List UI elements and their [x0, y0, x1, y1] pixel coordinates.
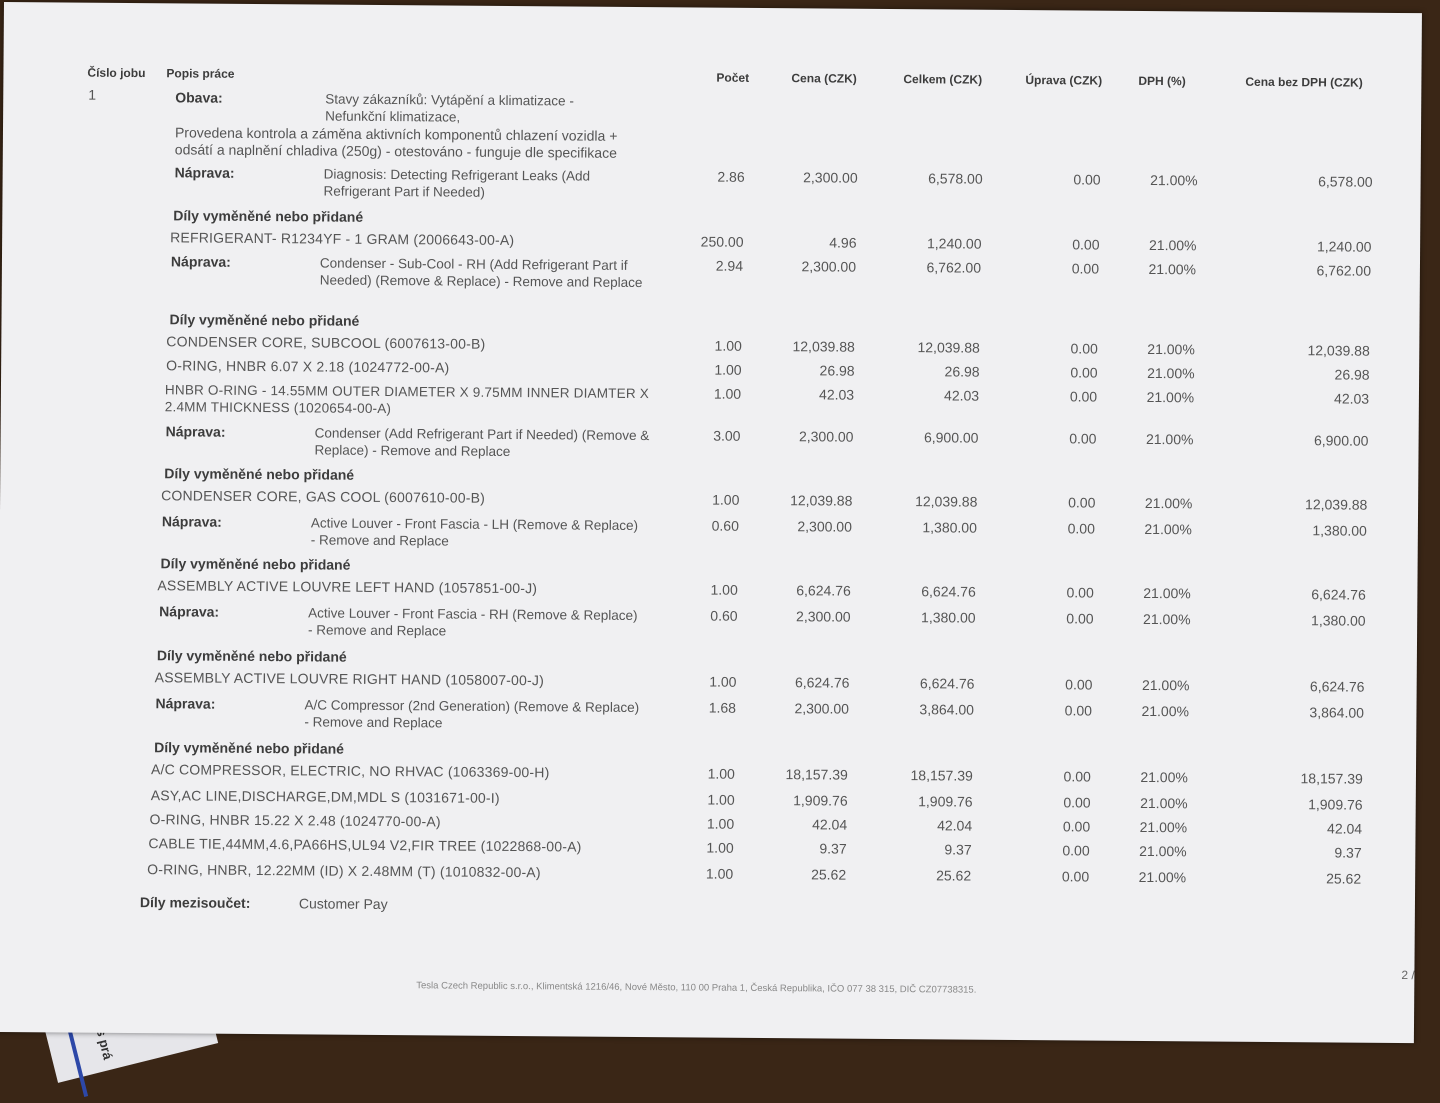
cell-price: 2,300.00: [801, 258, 857, 275]
cell-vat: 21.00%: [1140, 794, 1188, 812]
remedy-description: Active Louver - Front Fascia - RH (Remove & Replace) - Remove and Replace: [308, 605, 638, 639]
cell-total: 6,624.76: [921, 583, 976, 600]
cell-total: 1,909.76: [918, 793, 973, 810]
cell-qty: 0.60: [710, 607, 738, 624]
cell-price: 2,300.00: [803, 169, 858, 186]
cell-adj: 0.00: [1066, 610, 1094, 627]
part-description: CONDENSER CORE, GAS COOL (6007610-00-B): [161, 487, 486, 506]
part-description: O-RING, HNBR 6.07 X 2.18 (1024772-00-A): [166, 357, 450, 376]
cell-adj: 0.00: [1063, 794, 1091, 811]
cell-adj: 0.00: [1072, 236, 1100, 253]
cell-price: 42.04: [812, 816, 848, 833]
cell-price: 2,300.00: [794, 700, 850, 717]
col-header-adjust: Úprava (CZK): [1025, 73, 1103, 88]
remedy-description: Diagnosis: Detecting Refrigerant Leaks (Add Refrigerant Part if Needed): [323, 166, 591, 200]
concern-note-line1: Provedena kontrola a záměna aktivních komponentů chlazení vozidla +: [174, 124, 618, 144]
cell-vat: 21.00%: [1139, 842, 1187, 860]
cell-price: 25.62: [811, 866, 847, 883]
remedy-description: Active Louver - Front Fascia - LH (Remove & Replace) - Remove and Replace: [310, 515, 639, 549]
footer-company: Tesla Czech Republic s.r.o., Klimentská 1216/46, Nové Město, 110 00 Praha 1, Česká Republika, IČO 077 38 315, DIČ CZ07738315.: [416, 980, 977, 996]
cell-price: 2,300.00: [797, 518, 852, 535]
cell-adj: 0.00: [1071, 260, 1100, 277]
cell-vat: 21.00%: [1143, 584, 1191, 602]
cell-total: 18,157.39: [910, 767, 973, 784]
cell-vat: 21.00%: [1141, 702, 1190, 720]
cell-total: 1,240.00: [926, 235, 982, 252]
remedy-label: Náprava:: [174, 164, 235, 181]
cell-net: 1,380.00: [1312, 522, 1367, 539]
remedy-label: Náprava:: [155, 695, 216, 712]
part-description: ASY,AC LINE,DISCHARGE,DM,MDL S (1031671-00-I): [150, 787, 500, 806]
part-description: O-RING, HNBR 15.22 X 2.48 (1024770-00-A): [149, 811, 441, 830]
part-description: CONDENSER CORE, SUBCOOL (6007613-00-B): [166, 333, 486, 352]
col-header-price: Cena (CZK): [791, 71, 857, 86]
part-description: A/C COMPRESSOR, ELECTRIC, NO RHVAC (1063369-00-H): [150, 761, 550, 781]
cell-total: 26.98: [944, 363, 980, 380]
cell-qty: 1.00: [710, 581, 738, 598]
cell-net: 1,240.00: [1316, 238, 1372, 255]
cell-adj: 0.00: [1062, 818, 1091, 835]
cell-adj: 0.00: [1067, 520, 1095, 537]
cell-net: 12,039.88: [1307, 342, 1370, 359]
cell-adj: 0.00: [1062, 842, 1090, 859]
cell-vat: 21.00%: [1145, 430, 1194, 448]
cell-vat: 21.00%: [1138, 868, 1187, 886]
cell-price: 4.96: [829, 234, 857, 251]
cell-total: 12,039.88: [917, 339, 980, 356]
part-description: ASSEMBLY ACTIVE LOUVRE LEFT HAND (1057851-00-J): [157, 577, 538, 597]
col-header-vat: DPH (%): [1138, 73, 1186, 89]
cell-qty: 250.00: [700, 233, 744, 250]
job-number: 1: [88, 86, 97, 103]
col-header-qty: Počet: [716, 70, 750, 85]
col-header-total: Celkem (CZK): [903, 72, 983, 87]
cell-qty: 2.86: [717, 168, 745, 185]
remedy-description: A/C Compressor (2nd Generation) (Remove & Replace) - Remove and Replace: [304, 697, 640, 731]
cell-total: 9.37: [944, 841, 972, 858]
cell-qty: 1.00: [714, 361, 742, 378]
cell-net: 6,624.76: [1311, 586, 1366, 603]
remedy-description: Condenser - Sub-Cool - RH (Add Refrigerant Part if Needed) (Remove & Replace) - Remove and Replace: [319, 255, 643, 291]
page-number: 2 /: [1401, 968, 1415, 983]
cell-vat: 21.00%: [1139, 818, 1188, 836]
cell-adj: 0.00: [1070, 340, 1098, 357]
customer-pay: Customer Pay: [298, 895, 388, 913]
cell-qty: 1.68: [708, 699, 737, 716]
cell-total: 6,578.00: [928, 170, 983, 187]
part-description: HNBR O-RING - 14.55MM OUTER DIAMETER X 9.75MM INNER DIAMTER X 2.4MM THICKNESS (1020654-00-A): [164, 382, 650, 417]
cell-net: 26.98: [1334, 366, 1370, 383]
cell-total: 6,900.00: [923, 429, 979, 446]
cell-net: 6,900.00: [1313, 432, 1369, 449]
cell-net: 6,578.00: [1318, 173, 1373, 190]
cell-vat: 21.00%: [1147, 364, 1195, 382]
cell-qty: 2.94: [715, 257, 744, 274]
cell-qty: 1.00: [707, 765, 735, 782]
cell-net: 1,909.76: [1308, 796, 1363, 813]
col-header-job: Číslo jobu: [87, 65, 146, 81]
cell-qty: 0.60: [711, 517, 739, 534]
cell-net: 1,380.00: [1311, 612, 1366, 629]
parts-section-heading: Díly vyměněné nebo přidané: [160, 555, 351, 573]
cell-vat: 21.00%: [1140, 768, 1188, 786]
cell-price: 9.37: [819, 840, 847, 857]
cell-qty: 1.00: [714, 337, 742, 354]
cell-total: 3,864.00: [919, 701, 975, 718]
cell-net: 42.04: [1327, 820, 1363, 837]
cell-adj: 0.00: [1063, 768, 1091, 785]
cell-price: 12,039.88: [792, 338, 855, 355]
cell-qty: 1.00: [713, 385, 742, 402]
part-description: CABLE TIE,44MM,4.6,PA66HS,UL94 V2,FIR TREE (1022868-00-A): [148, 835, 582, 855]
cell-price: 1,909.76: [793, 792, 848, 809]
cell-price: 26.98: [819, 362, 855, 379]
cell-price: 42.03: [819, 386, 855, 403]
concern-note-line2: odsátí a naplnění chladiva (250g) - otestováno - funguje dle specifikace: [174, 141, 617, 161]
cell-vat: 21.00%: [1143, 610, 1191, 628]
cell-adj: 0.00: [1069, 388, 1098, 405]
concern-text: Stavy zákazníků: Vytápění a klimatizace - Nefunkční klimatizace,: [325, 91, 574, 125]
parts-section-heading: Díly vyměněné nebo přidané: [156, 647, 347, 665]
cell-price: 2,300.00: [796, 608, 851, 625]
cell-qty: 1.00: [712, 491, 740, 508]
cell-vat: 21.00%: [1147, 340, 1195, 358]
cell-total: 1,380.00: [921, 609, 976, 626]
cell-qty: 1.00: [705, 865, 734, 882]
concern-label: Obava:: [175, 89, 223, 106]
parts-section-heading: Díly vyměněné nebo přidané: [169, 311, 360, 329]
cell-vat: 21.00%: [1144, 494, 1193, 512]
cell-adj: 0.00: [1064, 702, 1093, 719]
remedy-label: Náprava:: [161, 513, 222, 530]
cell-qty: 1.00: [709, 673, 737, 690]
cell-vat: 21.00%: [1146, 388, 1195, 406]
cell-net: 6,762.00: [1316, 262, 1372, 279]
part-description: O-RING, HNBR, 12.22MM (ID) X 2.48MM (T) (1010832-00-A): [147, 861, 541, 881]
part-description: ASSEMBLY ACTIVE LOUVRE RIGHT HAND (1058007-00-J): [154, 669, 545, 689]
cell-price: 12,039.88: [790, 492, 853, 509]
cell-qty: 1.00: [706, 839, 734, 856]
cell-price: 18,157.39: [785, 766, 848, 783]
cell-vat: 21.00%: [1148, 237, 1197, 254]
cell-net: 3,864.00: [1309, 704, 1365, 721]
cell-adj: 0.00: [1070, 364, 1098, 381]
cell-total: 12,039.88: [915, 493, 978, 510]
part-description: REFRIGERANT- R1234YF - 1 GRAM (2006643-00-A): [170, 229, 515, 249]
cell-total: 25.62: [936, 867, 972, 884]
cell-vat: 21.00%: [1144, 520, 1192, 538]
cell-adj: 0.00: [1065, 676, 1093, 693]
cell-vat: 21.00%: [1150, 172, 1198, 189]
cell-total: 6,624.76: [919, 675, 975, 692]
cell-net: 6,624.76: [1309, 678, 1365, 695]
cell-adj: 0.00: [1066, 584, 1094, 601]
cell-price: 2,300.00: [798, 428, 854, 445]
col-header-desc: Popis práce: [166, 66, 235, 81]
cell-net: 12,039.88: [1305, 496, 1368, 513]
cell-total: 42.03: [944, 387, 980, 404]
cell-adj: 0.00: [1073, 171, 1101, 188]
cell-net: 25.62: [1326, 870, 1362, 887]
remedy-label: Náprava:: [165, 423, 226, 440]
cell-net: 9.37: [1334, 844, 1362, 861]
cell-net: 42.03: [1334, 390, 1370, 407]
cell-qty: 3.00: [713, 427, 741, 444]
parts-section-heading: Díly vyměněné nebo přidané: [164, 465, 355, 483]
cell-adj: 0.00: [1068, 494, 1096, 511]
col-header-net: Cena bez DPH (CZK): [1245, 74, 1363, 90]
parts-section-heading: Díly vyměněné nebo přidané: [154, 739, 345, 757]
parts-subtotal-label: Díly mezisoučet:: [139, 894, 251, 911]
remedy-description: Condenser (Add Refrigerant Part if Needed) (Remove & Replace) - Remove and Replace: [314, 425, 650, 459]
cell-qty: 1.00: [706, 815, 735, 832]
invoice-page: [0, 2, 1422, 1043]
cell-adj: 0.00: [1061, 868, 1090, 885]
cell-price: 6,624.76: [794, 674, 850, 691]
cell-total: 42.04: [937, 817, 973, 834]
cell-total: 1,380.00: [922, 519, 977, 536]
remedy-label: Náprava:: [170, 253, 231, 270]
remedy-label: Náprava:: [159, 603, 220, 620]
cell-qty: 1.00: [707, 791, 735, 808]
cell-vat: 21.00%: [1148, 260, 1197, 278]
cell-net: 18,157.39: [1300, 770, 1363, 787]
cell-total: 6,762.00: [926, 259, 982, 276]
parts-section-heading: Díly vyměněné nebo přidané: [173, 207, 364, 225]
cell-adj: 0.00: [1069, 430, 1097, 447]
cell-vat: 21.00%: [1141, 676, 1190, 694]
cell-price: 6,624.76: [796, 582, 851, 599]
